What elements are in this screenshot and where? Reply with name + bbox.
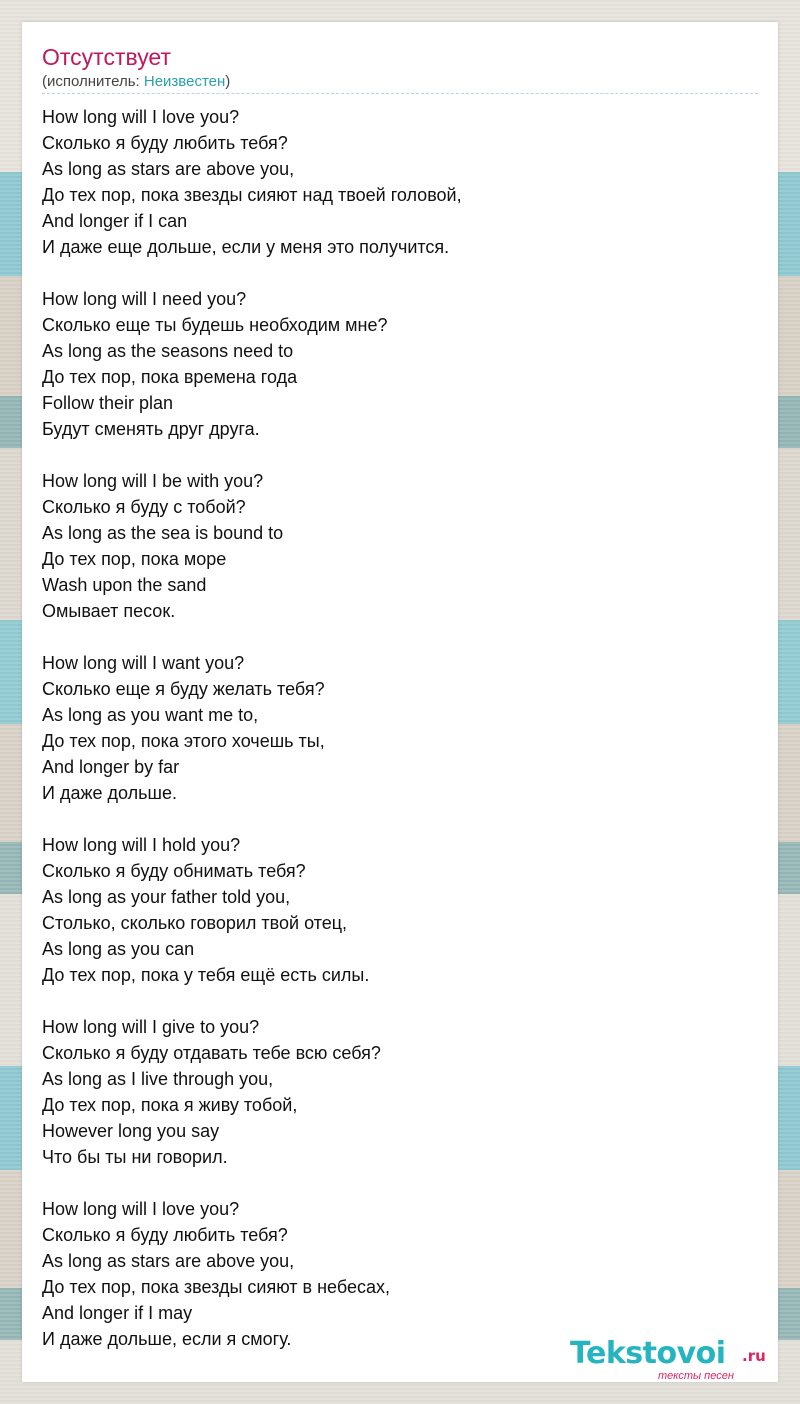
logo-tld: .ru <box>742 1347 766 1365</box>
logo-tagline: тексты песен <box>658 1370 734 1382</box>
artist-link[interactable]: Неизвестен <box>143 73 226 90</box>
lyric-line: How long will I hold you? <box>42 835 241 855</box>
artist-suffix: ) <box>225 73 231 90</box>
logo-wordmark: Tekstovoi <box>570 1336 726 1371</box>
lyric-line: Сколько еще ты будешь необходим мне? <box>42 315 388 335</box>
lyric-line: Сколько я буду с тобой? <box>42 497 246 517</box>
lyric-line: Столько, сколько говорил твой отец, <box>42 913 348 933</box>
lyric-line: До тех пор, пока звезды сияют над твоей головой, <box>42 185 462 205</box>
lyric-line: Будут сменять друг друга. <box>42 419 260 439</box>
lyric-line: As long as the seasons need to <box>42 341 294 361</box>
lyric-line: Сколько еще я буду желать тебя? <box>42 679 325 699</box>
lyric-line: As long as stars are above you, <box>42 159 295 179</box>
lyric-line: And longer by far <box>42 757 180 777</box>
lyric-line: How long will I want you? <box>42 653 245 673</box>
lyric-line: As long as your father told you, <box>42 887 291 907</box>
lyric-line: As long as the sea is bound to <box>42 523 284 543</box>
lyrics-body <box>42 104 758 1378</box>
lyric-line: До тех пор, пока звезды сияют в небесах, <box>42 1277 390 1297</box>
artist-prefix: (исполнитель: <box>42 73 144 90</box>
lyrics-stanza <box>42 104 758 260</box>
lyric-line: Сколько я буду любить тебя? <box>42 133 288 153</box>
lyrics-card <box>22 22 778 1382</box>
lyric-line: Сколько я буду обнимать тебя? <box>42 861 306 881</box>
lyric-line: As long as you can <box>42 939 195 959</box>
lyric-line: И даже еще дольше, если у меня это получится. <box>42 237 450 257</box>
lyrics-stanza <box>42 832 758 988</box>
lyric-line: И даже дольше, если я смогу. <box>42 1329 292 1349</box>
lyric-line: As long as stars are above you, <box>42 1251 295 1271</box>
lyric-line: До тех пор, пока я живу тобой, <box>42 1095 298 1115</box>
artist-line <box>42 73 230 91</box>
lyric-line: До тех пор, пока у тебя ещё есть силы. <box>42 965 370 985</box>
lyrics-stanza <box>42 1196 758 1352</box>
lyric-line: How long will I give to you? <box>42 1017 260 1037</box>
lyric-line: И даже дольше. <box>42 783 177 803</box>
lyric-line: Сколько я буду любить тебя? <box>42 1225 288 1245</box>
lyric-line: How long will I be with you? <box>42 471 264 491</box>
song-title: Отсутствует <box>42 44 171 70</box>
lyric-line: As long as you want me to, <box>42 705 259 725</box>
lyric-line: And longer if I may <box>42 1303 193 1323</box>
lyric-line: До тех пор, пока времена года <box>42 367 298 387</box>
lyrics-stanza <box>42 1014 758 1170</box>
lyric-line: Что бы ты ни говорил. <box>42 1147 228 1167</box>
lyric-line: And longer if I can <box>42 211 188 231</box>
lyrics-stanza <box>42 286 758 442</box>
lyric-line: How long will I love you? <box>42 1199 240 1219</box>
lyric-line: As long as I live through you, <box>42 1069 274 1089</box>
lyric-line: However long you say <box>42 1121 220 1141</box>
lyrics-stanza <box>42 468 758 624</box>
lyric-line: До тех пор, пока этого хочешь ты, <box>42 731 325 751</box>
site-logo[interactable] <box>570 1336 770 1382</box>
lyric-line: Омывает песок. <box>42 601 176 621</box>
lyric-line: How long will I need you? <box>42 289 247 309</box>
lyric-line: How long will I love you? <box>42 107 240 127</box>
lyric-line: До тех пор, пока море <box>42 549 227 569</box>
lyric-line: Сколько я буду отдавать тебе всю себя? <box>42 1043 381 1063</box>
title-divider <box>42 93 758 94</box>
lyrics-stanza <box>42 650 758 806</box>
lyric-line: Wash upon the sand <box>42 575 207 595</box>
lyric-line: Follow their plan <box>42 393 174 413</box>
